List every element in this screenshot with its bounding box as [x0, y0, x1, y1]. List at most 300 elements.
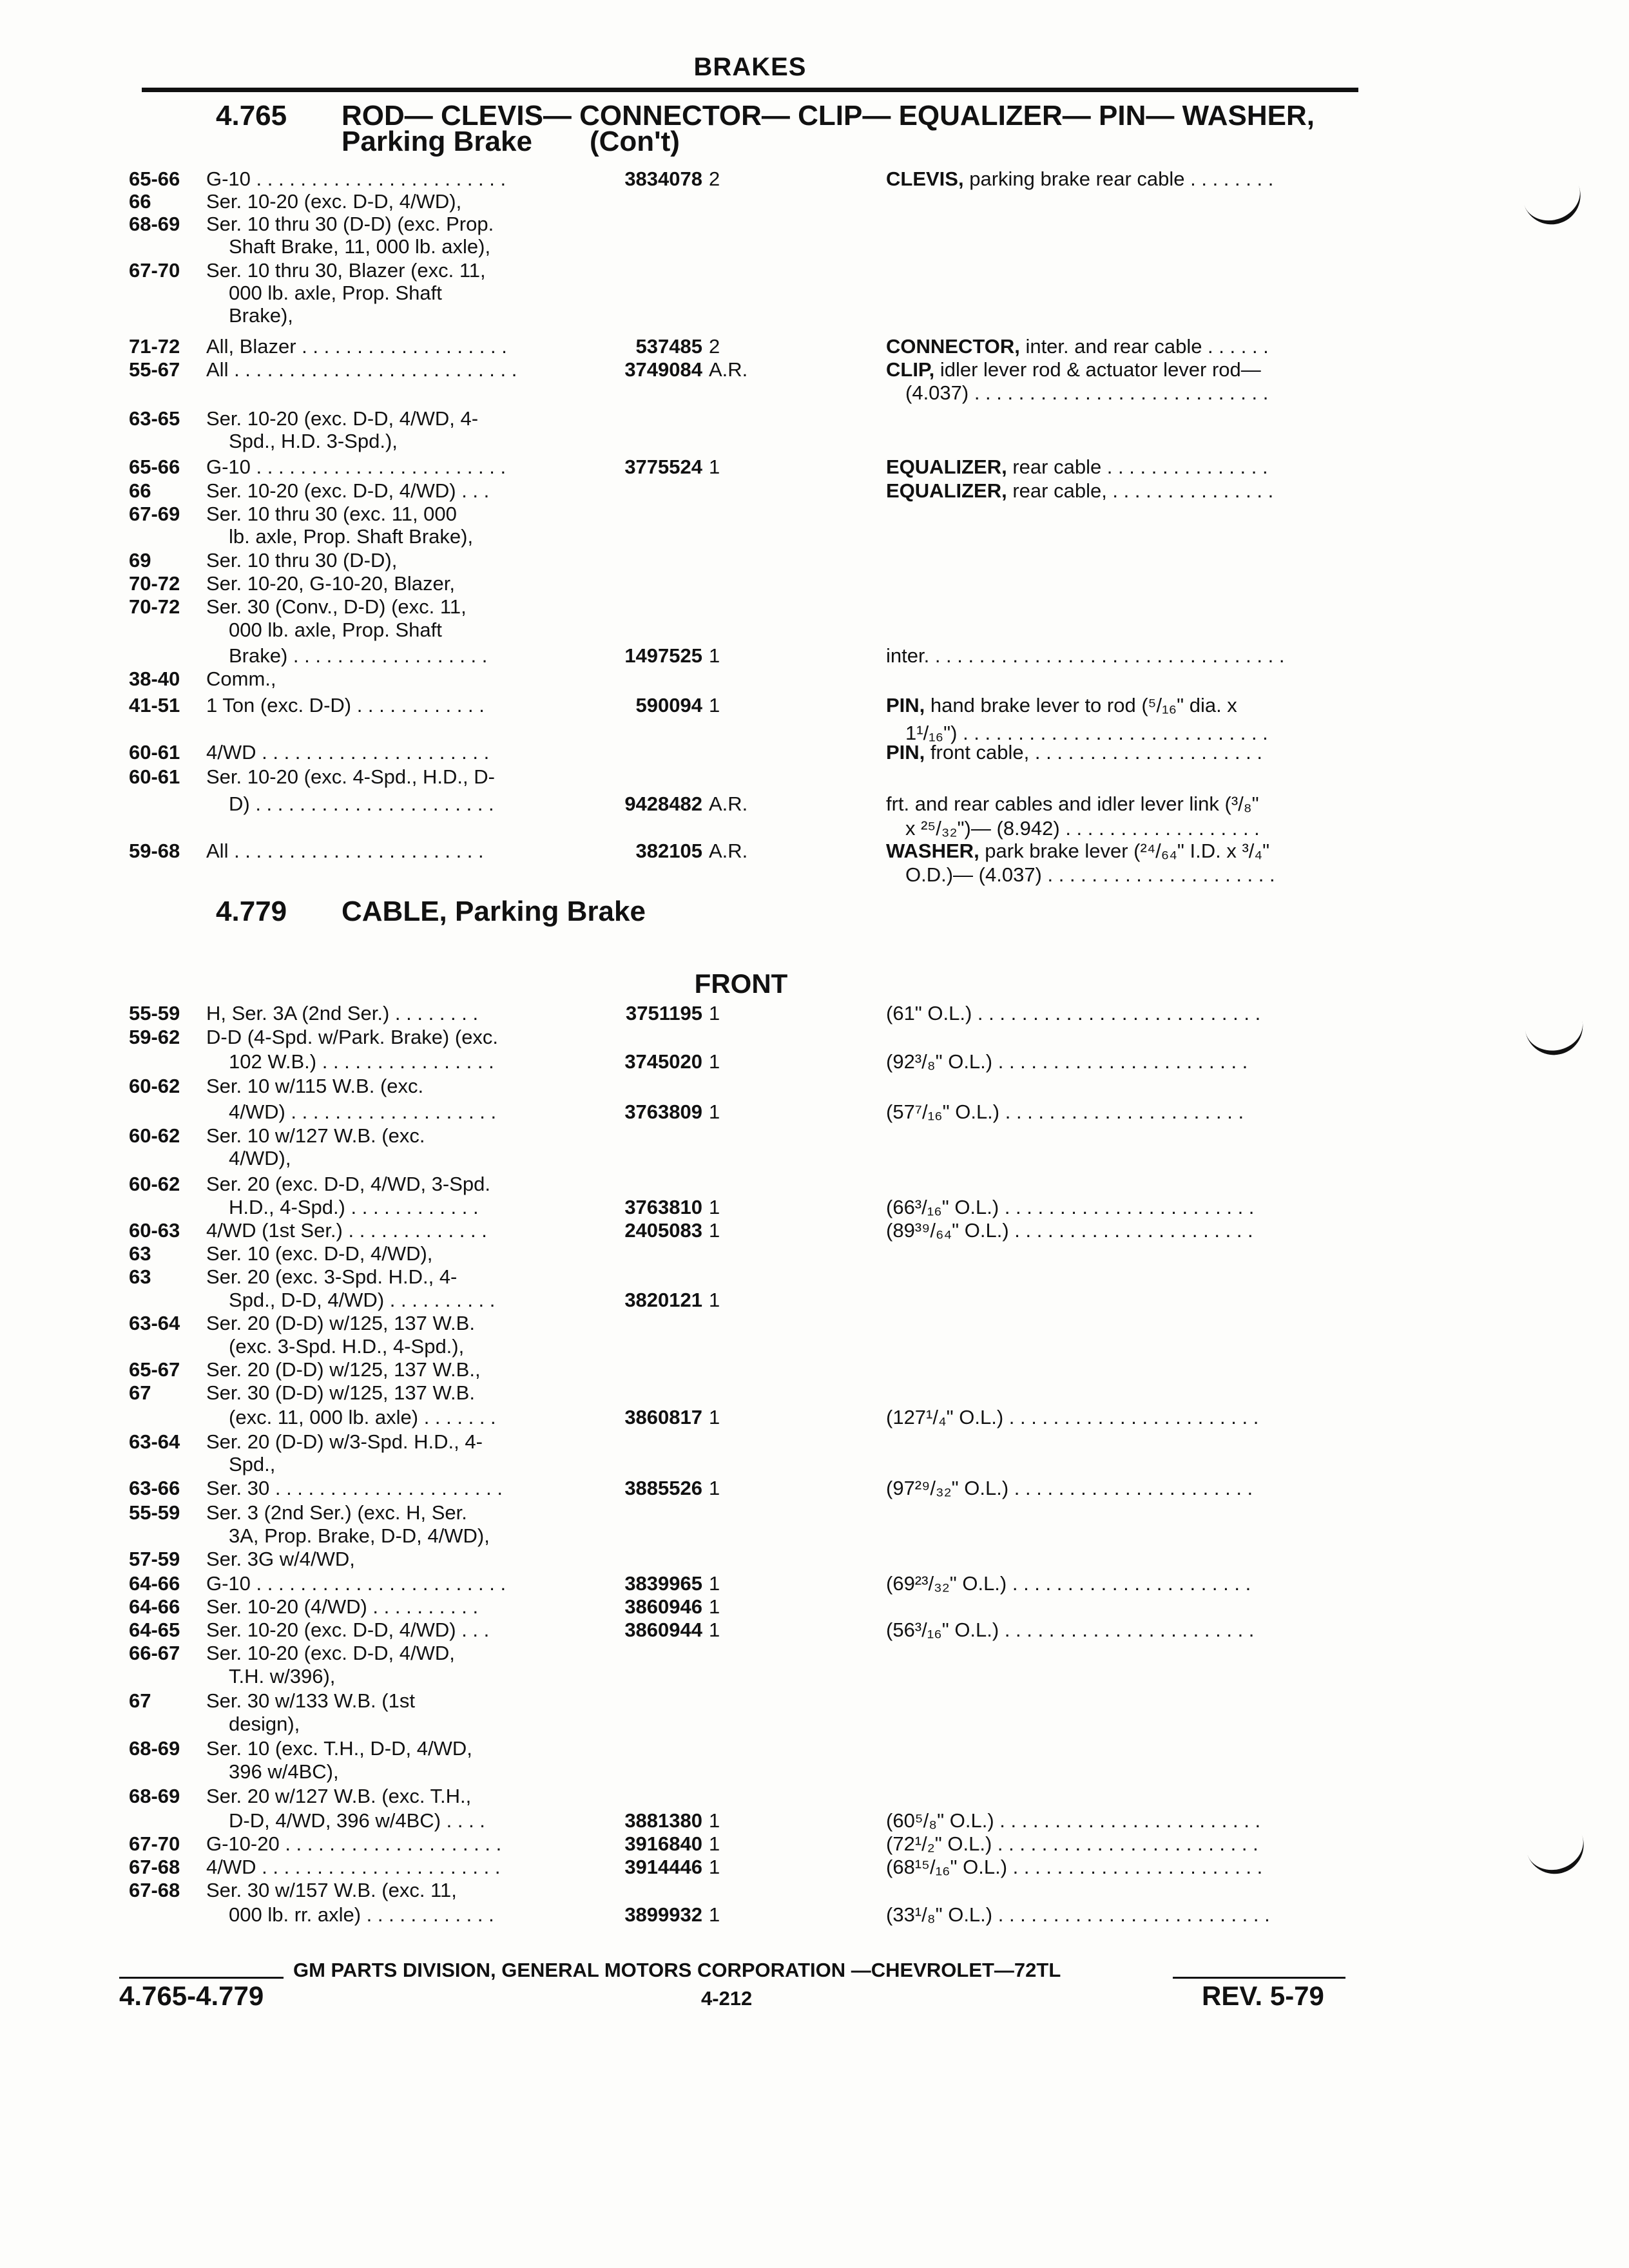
model-years: 67: [129, 1381, 151, 1404]
application-description: Ser. 10-20 (exc. D-D, 4/WD) . . .: [206, 1619, 490, 1641]
table-row: [0, 1406, 1629, 1429]
part-name-detail: (4.037) . . . . . . . . . . . . . . . . . . . . . . . . . . .: [905, 381, 1269, 404]
quantity: 1: [709, 1219, 720, 1242]
table-row: [0, 1026, 1629, 1049]
part-name-detail: (92³/₈" O.L.) . . . . . . . . . . . . . . . . . . . . . . .: [886, 1050, 1248, 1073]
table-row: [0, 1289, 1629, 1312]
quantity: 1: [709, 1572, 720, 1595]
table-row: [0, 304, 1629, 327]
table-row: [0, 358, 1629, 381]
model-years: 63-65: [129, 407, 180, 430]
application-description: Ser. 10-20 (4/WD) . . . . . . . . . .: [206, 1595, 479, 1618]
part-number: 382105: [635, 840, 702, 862]
part-number: 3751195: [626, 1002, 702, 1024]
part-name: [886, 1002, 1356, 1025]
table-row: [0, 503, 1629, 526]
part-number: 3820121: [624, 1289, 702, 1311]
part-number: 3881380: [624, 1809, 702, 1832]
application-description: Comm.,: [206, 668, 276, 690]
part-number: 2405083: [624, 1219, 702, 1242]
part-number: 3860946: [624, 1595, 702, 1618]
table-row: [0, 644, 1629, 668]
table-row: [0, 1242, 1629, 1265]
table-row: [0, 1100, 1629, 1124]
model-years: 70-72: [129, 595, 180, 618]
part-name: [886, 1572, 1356, 1595]
part-name-detail: (33¹/₈" O.L.) . . . . . . . . . . . . . . . . . . . . . . . . .: [886, 1903, 1270, 1926]
application-description: Ser. 10-20 (exc. D-D, 4/WD,: [206, 1642, 455, 1664]
part-name: [886, 456, 1356, 479]
application-description: Ser. 30 . . . . . . . . . . . . . . . . . . . . .: [206, 1477, 503, 1499]
model-years: 60-62: [129, 1075, 180, 1097]
part-name-detail: (61" O.L.) . . . . . . . . . . . . . . . . . . . . . . . . . .: [886, 1002, 1261, 1024]
application-description: D-D (4-Spd. w/Park. Brake) (exc.: [206, 1026, 499, 1048]
quantity: 1: [709, 1289, 720, 1311]
model-years: 55-59: [129, 1002, 180, 1024]
part-name: [905, 863, 1356, 887]
table-row: [0, 407, 1629, 430]
application-description: Ser. 10 w/115 W.B. (exc.: [206, 1075, 424, 1097]
quantity: 1: [709, 1595, 720, 1618]
application-description: All, Blazer . . . . . . . . . . . . . . . . . . .: [206, 335, 507, 358]
part-name: [886, 793, 1356, 816]
model-years: 63-66: [129, 1477, 180, 1499]
table-row: [0, 1572, 1629, 1595]
table-row: [0, 1196, 1629, 1219]
model-years: 66-67: [129, 1642, 180, 1664]
section-number: 4.779: [216, 896, 287, 927]
application-description: 102 W.B.) . . . . . . . . . . . . . . . .: [229, 1050, 494, 1073]
application-description: Ser. 20 (D-D) w/125, 137 W.B.,: [206, 1358, 481, 1381]
quantity: A.R.: [709, 358, 748, 381]
table-row: [0, 456, 1629, 479]
table-row: [0, 1665, 1629, 1688]
application-description: (exc. 3-Spd. H.D., 4-Spd.),: [229, 1335, 465, 1358]
application-description: Ser. 10 (exc. D-D, 4/WD),: [206, 1242, 433, 1265]
table-row: [0, 1524, 1629, 1548]
table-row: [0, 1075, 1629, 1098]
table-row: [0, 1381, 1629, 1405]
application-description: 3A, Prop. Brake, D-D, 4/WD),: [229, 1524, 490, 1547]
part-name-detail: (97²⁹/₃₂" O.L.) . . . . . . . . . . . . . . . . . . . . . .: [886, 1477, 1253, 1499]
application-description: Ser. 10 thru 30 (D-D) (exc. Prop.: [206, 213, 494, 235]
application-description: Ser. 10-20 (exc. D-D, 4/WD),: [206, 190, 462, 213]
model-years: 65-67: [129, 1358, 180, 1381]
application-description: 000 lb. axle, Prop. Shaft: [229, 282, 442, 304]
application-description: Ser. 20 w/127 W.B. (exc. T.H.,: [206, 1785, 472, 1807]
footer-rule-left: [119, 1977, 284, 1979]
section-number: 4.765: [216, 100, 287, 131]
model-years: 68-69: [129, 213, 180, 235]
table-row: [0, 1050, 1629, 1073]
model-years: 41-51: [129, 694, 180, 716]
part-name: [886, 840, 1356, 863]
model-years: 69: [129, 549, 151, 572]
quantity: 1: [709, 1477, 720, 1499]
part-name: [886, 1856, 1356, 1879]
part-name-detail: frt. and rear cables and idler lever link (³/₈": [886, 793, 1259, 815]
part-name: [886, 1832, 1356, 1856]
application-description: Shaft Brake, 11, 000 lb. axle),: [229, 235, 491, 258]
application-description: Ser. 30 w/133 W.B. (1st: [206, 1689, 415, 1712]
model-years: 65-66: [129, 168, 180, 190]
part-name-detail: (60⁵/₈" O.L.) . . . . . . . . . . . . . . . . . . . . . . . .: [886, 1809, 1261, 1832]
table-row: [0, 1619, 1629, 1642]
model-years: 67-70: [129, 1832, 180, 1855]
quantity: 1: [709, 1619, 720, 1641]
part-number: 3745020: [624, 1050, 702, 1073]
application-description: G-10 . . . . . . . . . . . . . . . . . . . . . . .: [206, 1572, 506, 1595]
quantity: 1: [709, 1196, 720, 1218]
application-description: Brake),: [229, 304, 293, 327]
application-description: Ser. 30 (D-D) w/125, 137 W.B.: [206, 1381, 475, 1404]
table-row: [0, 668, 1629, 691]
part-number: 3749084: [624, 358, 702, 381]
application-description: H, Ser. 3A (2nd Ser.) . . . . . . . .: [206, 1002, 479, 1024]
part-name-keyword: PIN,: [886, 741, 925, 764]
table-row: [0, 1689, 1629, 1713]
part-number: 3916840: [624, 1832, 702, 1855]
application-description: 4/WD . . . . . . . . . . . . . . . . . . . . . .: [206, 1856, 501, 1878]
table-row: [0, 765, 1629, 789]
quantity: 1: [709, 1406, 720, 1428]
part-name-keyword: WASHER,: [886, 840, 979, 862]
application-description: Ser. 10 thru 30 (exc. 11, 000: [206, 503, 457, 525]
application-description: 000 lb. axle, Prop. Shaft: [229, 619, 442, 641]
model-years: 67: [129, 1689, 151, 1712]
table-row: [0, 525, 1629, 548]
part-name-detail: (72¹/₂" O.L.) . . . . . . . . . . . . . . . . . . . . . . . .: [886, 1832, 1258, 1855]
table-row: [0, 1002, 1629, 1025]
table-row: [0, 1147, 1629, 1170]
part-number: 3914446: [624, 1856, 702, 1878]
section-title-line2: Parking Brake: [342, 126, 532, 157]
model-years: 60-63: [129, 1219, 180, 1242]
header-rule: [142, 88, 1358, 92]
part-name-detail: O.D.)— (4.037) . . . . . . . . . . . . . . . . . . . . .: [905, 863, 1275, 886]
table-row: [0, 1642, 1629, 1665]
part-name-detail: (89³⁹/₆₄" O.L.) . . . . . . . . . . . . . . . . . . . . . .: [886, 1219, 1253, 1242]
application-description: D-D, 4/WD, 396 w/4BC) . . . .: [229, 1809, 485, 1832]
application-description: Ser. 10-20 (exc. D-D, 4/WD) . . .: [206, 479, 490, 502]
application-description: Spd.,: [229, 1453, 276, 1475]
table-row: [0, 1430, 1629, 1454]
model-years: 60-61: [129, 765, 180, 788]
quantity: 2: [709, 168, 720, 190]
table-row: [0, 619, 1629, 642]
application-description: Spd., H.D. 3-Spd.),: [229, 430, 398, 452]
application-description: D) . . . . . . . . . . . . . . . . . . . . . .: [229, 793, 494, 815]
quantity: 1: [709, 456, 720, 478]
part-name-detail: (66³/₁₆" O.L.) . . . . . . . . . . . . . . . . . . . . . . .: [886, 1196, 1255, 1218]
model-years: 68-69: [129, 1785, 180, 1807]
table-row: [0, 694, 1629, 717]
model-years: 67-68: [129, 1856, 180, 1878]
part-number: 3763809: [624, 1100, 702, 1123]
part-number: 3860817: [624, 1406, 702, 1428]
model-years: 63: [129, 1265, 151, 1288]
model-years: 63: [129, 1242, 151, 1265]
application-description: Ser. 20 (exc. D-D, 4/WD, 3-Spd.: [206, 1173, 491, 1195]
application-description: Ser. 20 (D-D) w/3-Spd. H.D., 4-: [206, 1430, 483, 1453]
table-row: [0, 1856, 1629, 1879]
section-title-cont: (Con't): [590, 126, 680, 157]
application-description: 396 w/4BC),: [229, 1760, 339, 1783]
model-years: 55-59: [129, 1501, 180, 1524]
part-name-detail: front cable, . . . . . . . . . . . . . . . . . . . . .: [925, 741, 1263, 764]
table-row: [0, 817, 1629, 840]
part-name-detail: parking brake rear cable . . . . . . . .: [963, 168, 1274, 190]
section-title: CABLE, Parking Brake: [342, 896, 646, 927]
quantity: 1: [709, 1809, 720, 1832]
application-description: design),: [229, 1713, 300, 1735]
model-years: 57-59: [129, 1548, 180, 1570]
table-row: [0, 840, 1629, 863]
table-row: [0, 1358, 1629, 1381]
footer-rule-right: [1173, 1977, 1345, 1979]
table-row: [0, 1501, 1629, 1524]
section-heading: [216, 100, 1376, 161]
application-description: Ser. 10 (exc. T.H., D-D, 4/WD,: [206, 1737, 472, 1760]
part-name-detail: rear cable, . . . . . . . . . . . . . . .: [1007, 479, 1274, 502]
part-name-keyword: EQUALIZER,: [886, 456, 1007, 478]
application-description: Ser. 10-20 (exc. 4-Spd., H.D., D-: [206, 765, 495, 788]
part-name-detail: (56³/₁₆" O.L.) . . . . . . . . . . . . . . . . . . . . . . .: [886, 1619, 1255, 1641]
application-description: G-10 . . . . . . . . . . . . . . . . . . . . . . .: [206, 168, 506, 190]
application-description: Ser. 10 w/127 W.B. (exc.: [206, 1124, 425, 1147]
model-years: 67-70: [129, 259, 180, 282]
application-description: Ser. 10-20, G-10-20, Blazer,: [206, 572, 455, 595]
application-description: (exc. 11, 000 lb. axle) . . . . . . .: [229, 1406, 496, 1428]
model-years: 64-65: [129, 1619, 180, 1641]
table-row: [0, 282, 1629, 305]
table-row: [0, 381, 1629, 405]
table-row: [0, 549, 1629, 572]
model-years: 60-62: [129, 1173, 180, 1195]
table-row: [0, 1265, 1629, 1289]
table-row: [0, 863, 1629, 887]
model-years: 59-68: [129, 840, 180, 862]
table-row: [0, 1832, 1629, 1856]
part-name: [886, 1219, 1356, 1242]
part-name: [886, 1809, 1356, 1832]
part-name: [886, 479, 1356, 503]
part-name: [886, 741, 1356, 764]
part-name-detail: hand brake lever to rod (⁵/₁₆" dia. x: [925, 694, 1237, 716]
part-name: [886, 1100, 1356, 1124]
part-number: 3834078: [624, 168, 702, 190]
table-row: [0, 1785, 1629, 1808]
table-row: [0, 595, 1629, 619]
table-row: [0, 190, 1629, 213]
application-description: All . . . . . . . . . . . . . . . . . . . . . . . . . .: [206, 358, 517, 381]
part-name-detail: (69²³/₃₂" O.L.) . . . . . . . . . . . . . . . . . . . . . .: [886, 1572, 1251, 1595]
part-name-keyword: CLEVIS,: [886, 168, 964, 190]
part-name: [886, 1619, 1356, 1642]
part-name: [905, 381, 1356, 405]
part-name: [886, 1050, 1356, 1073]
part-name-detail: (57⁷/₁₆" O.L.) . . . . . . . . . . . . . . . . . . . . . .: [886, 1100, 1244, 1123]
table-row: [0, 1124, 1629, 1148]
application-description: 4/WD . . . . . . . . . . . . . . . . . . . . .: [206, 741, 490, 764]
part-number: 590094: [635, 694, 702, 716]
model-years: 71-72: [129, 335, 180, 358]
table-row: [0, 1737, 1629, 1760]
model-years: 63-64: [129, 1312, 180, 1334]
model-years: 70-72: [129, 572, 180, 595]
application-description: G-10 . . . . . . . . . . . . . . . . . . . . . . .: [206, 456, 506, 478]
table-row: [0, 1453, 1629, 1476]
part-name-detail: 1¹/₁₆") . . . . . . . . . . . . . . . . . . . . . . . . . . . .: [905, 722, 1268, 744]
part-name-detail: park brake lever (²⁴/₆₄" I.D. x ³/₄": [979, 840, 1270, 862]
part-name: [886, 358, 1356, 381]
part-name-keyword: PIN,: [886, 694, 925, 716]
quantity: 1: [709, 1903, 720, 1926]
quantity: 1: [709, 1002, 720, 1024]
quantity: A.R.: [709, 793, 748, 815]
part-name-keyword: CLIP,: [886, 358, 935, 381]
table-row: [0, 1173, 1629, 1196]
model-years: 66: [129, 479, 151, 502]
part-name-detail: rear cable . . . . . . . . . . . . . . .: [1007, 456, 1268, 478]
quantity: 1: [709, 1832, 720, 1855]
model-years: 64-66: [129, 1595, 180, 1618]
table-row: [0, 1879, 1629, 1902]
table-row: [0, 479, 1629, 503]
table-row: [0, 1477, 1629, 1500]
part-name-detail: x ²⁵/₃₂")— (8.942) . . . . . . . . . . . . . . . . . .: [905, 817, 1260, 840]
model-years: 64-66: [129, 1572, 180, 1595]
application-description: Ser. 3G w/4/WD,: [206, 1548, 355, 1570]
part-name: [886, 168, 1356, 191]
part-name: [905, 817, 1356, 840]
model-years: 67-69: [129, 503, 180, 525]
model-years: 63-64: [129, 1430, 180, 1453]
part-number: 3885526: [624, 1477, 702, 1499]
part-number: 537485: [635, 335, 702, 358]
subheading-front: FRONT: [694, 968, 788, 999]
part-name: [886, 1903, 1356, 1927]
part-name-detail: idler lever rod & actuator lever rod—: [934, 358, 1261, 381]
table-row: [0, 1219, 1629, 1242]
application-description: Brake) . . . . . . . . . . . . . . . . . .: [229, 644, 488, 667]
model-years: 38-40: [129, 668, 180, 690]
model-years: 67-68: [129, 1879, 180, 1901]
table-row: [0, 1312, 1629, 1335]
footer-revision: REV. 5-79: [1202, 1981, 1324, 2011]
application-description: T.H. w/396),: [229, 1665, 336, 1687]
quantity: 1: [709, 1100, 720, 1123]
model-years: 55-67: [129, 358, 180, 381]
table-row: [0, 235, 1629, 258]
application-description: Ser. 10-20 (exc. D-D, 4/WD, 4-: [206, 407, 479, 430]
part-name: [886, 694, 1356, 717]
part-name: [886, 335, 1356, 358]
part-name: [886, 1477, 1356, 1500]
part-number: 3775524: [624, 456, 702, 478]
part-name: [886, 1196, 1356, 1219]
footer-page-number: 4-212: [701, 1987, 753, 2010]
table-row: [0, 793, 1629, 816]
section-heading: [216, 896, 989, 927]
application-description: G-10-20 . . . . . . . . . . . . . . . . . . . .: [206, 1832, 502, 1855]
part-number: 3899932: [624, 1903, 702, 1926]
application-description: lb. axle, Prop. Shaft Brake),: [229, 525, 474, 548]
quantity: 1: [709, 644, 720, 667]
quantity: 1: [709, 1856, 720, 1878]
application-description: 1 Ton (exc. D-D) . . . . . . . . . . . .: [206, 694, 485, 716]
model-years: 60-61: [129, 741, 180, 764]
part-name-detail: inter. . . . . . . . . . . . . . . . . . . . . . . . . . . . . . . . .: [886, 644, 1285, 667]
table-row: [0, 1595, 1629, 1619]
part-name-detail: inter. and rear cable . . . . . .: [1019, 335, 1269, 358]
part-number: 1497525: [624, 644, 702, 667]
application-description: 4/WD),: [229, 1147, 291, 1169]
application-description: Spd., D-D, 4/WD) . . . . . . . . . .: [229, 1289, 496, 1311]
application-description: Ser. 10 thru 30 (D-D),: [206, 549, 398, 572]
application-description: Ser. 30 w/157 W.B. (exc. 11,: [206, 1879, 457, 1901]
section-title: ROD— CLEVIS— CONNECTOR— CLIP— EQUALIZER— PIN— WASHER,: [342, 100, 1315, 131]
application-description: H.D., 4-Spd.) . . . . . . . . . . . .: [229, 1196, 479, 1218]
application-description: All . . . . . . . . . . . . . . . . . . . . . . .: [206, 840, 484, 862]
part-number: 3839965: [624, 1572, 702, 1595]
application-description: Ser. 30 (Conv., D-D) (exc. 11,: [206, 595, 467, 618]
table-row: [0, 1335, 1629, 1358]
part-name: [886, 644, 1356, 668]
quantity: A.R.: [709, 840, 748, 862]
quantity: 1: [709, 694, 720, 716]
part-number: 3860944: [624, 1619, 702, 1641]
footer-publisher: GM PARTS DIVISION, GENERAL MOTORS CORPORATION —CHEVROLET—72TL: [293, 1959, 1061, 1981]
part-name: [886, 1406, 1356, 1429]
part-number: 9428482: [624, 793, 702, 815]
model-years: 66: [129, 190, 151, 213]
part-name-detail: (68¹⁵/₁₆" O.L.) . . . . . . . . . . . . . . . . . . . . . . .: [886, 1856, 1263, 1878]
model-years: 60-62: [129, 1124, 180, 1147]
application-description: 000 lb. rr. axle) . . . . . . . . . . . .: [229, 1903, 494, 1926]
page-header-title: BRAKES: [693, 53, 807, 81]
table-row: [0, 1903, 1629, 1927]
table-row: [0, 1760, 1629, 1783]
application-description: Ser. 20 (exc. 3-Spd. H.D., 4-: [206, 1265, 458, 1288]
table-row: [0, 1548, 1629, 1571]
model-years: 59-62: [129, 1026, 180, 1048]
table-row: [0, 259, 1629, 282]
table-row: [0, 168, 1629, 191]
quantity: 1: [709, 1050, 720, 1073]
application-description: Ser. 3 (2nd Ser.) (exc. H, Ser.: [206, 1501, 467, 1524]
part-name-keyword: EQUALIZER,: [886, 479, 1007, 502]
footer-section-range: 4.765-4.779: [119, 1981, 264, 2011]
table-row: [0, 572, 1629, 595]
table-row: [0, 335, 1629, 358]
application-description: Ser. 10 thru 30, Blazer (exc. 11,: [206, 259, 486, 282]
table-row: [0, 1713, 1629, 1736]
quantity: 2: [709, 335, 720, 358]
model-years: 65-66: [129, 456, 180, 478]
table-row: [0, 1809, 1629, 1832]
application-description: Ser. 20 (D-D) w/125, 137 W.B.: [206, 1312, 475, 1334]
table-row: [0, 213, 1629, 236]
part-number: 3763810: [624, 1196, 702, 1218]
model-years: 68-69: [129, 1737, 180, 1760]
part-name-detail: (127¹/₄" O.L.) . . . . . . . . . . . . . . . . . . . . . . .: [886, 1406, 1259, 1428]
part-name-keyword: CONNECTOR,: [886, 335, 1020, 358]
table-row: [0, 741, 1629, 764]
application-description: 4/WD) . . . . . . . . . . . . . . . . . . .: [229, 1100, 497, 1123]
application-description: 4/WD (1st Ser.) . . . . . . . . . . . . .: [206, 1219, 487, 1242]
table-row: [0, 430, 1629, 453]
